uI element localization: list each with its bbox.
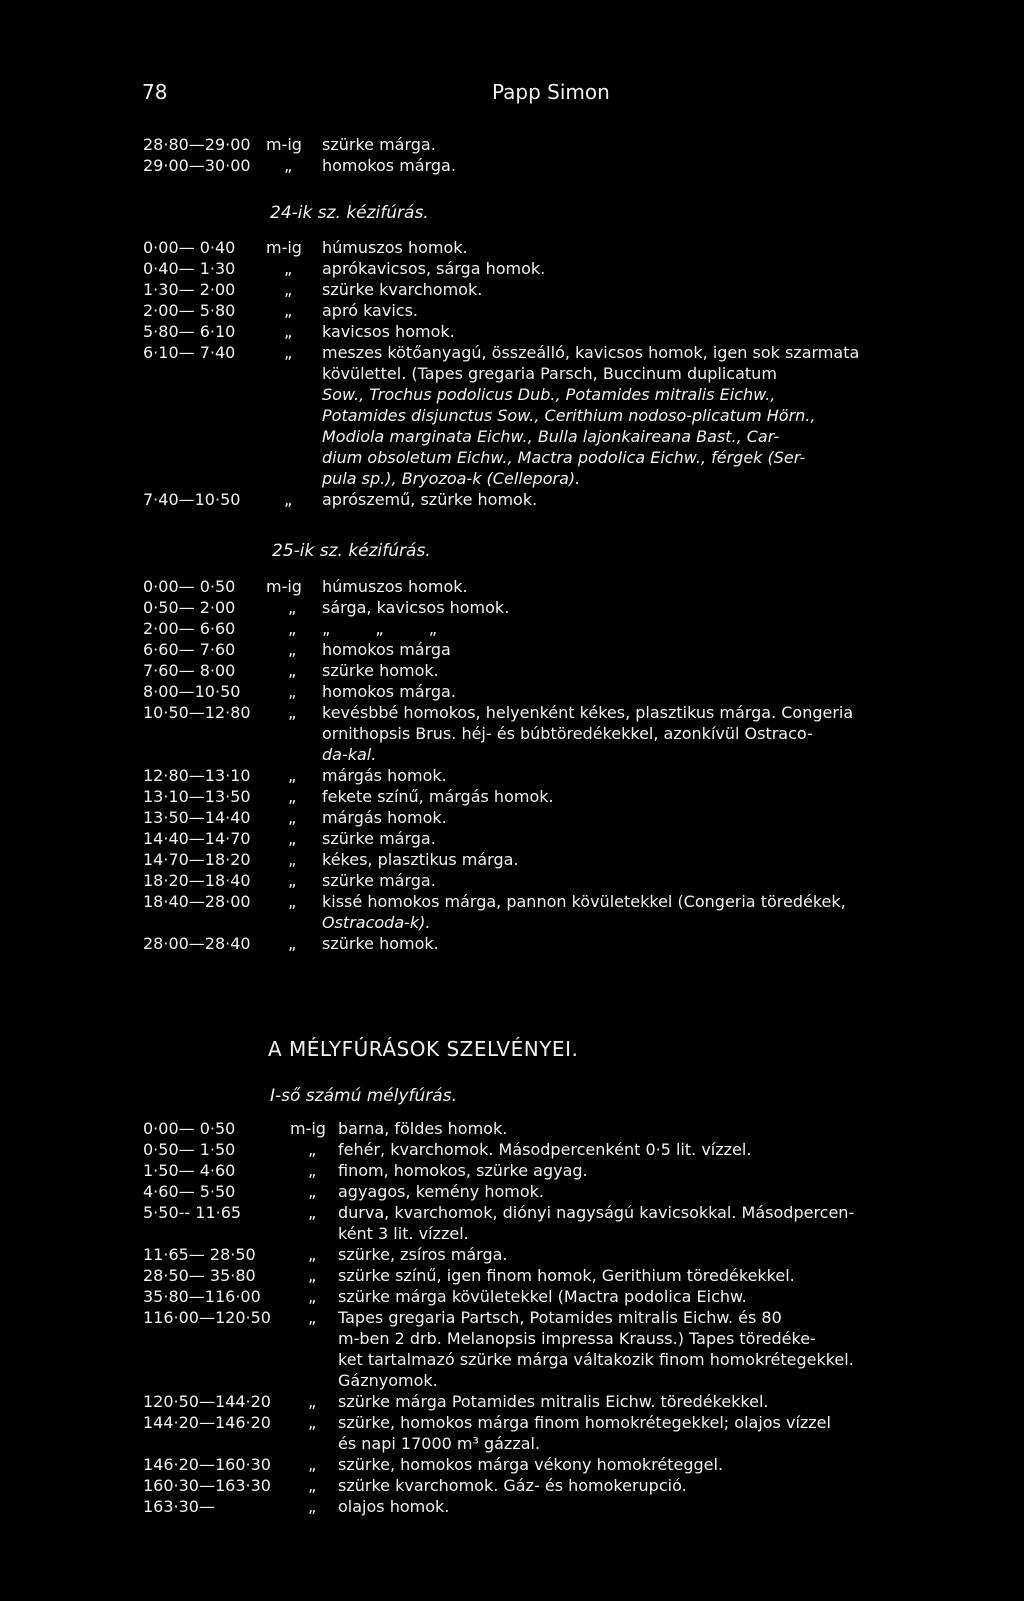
- log-row: 0·50— 1·50 „ fehér, kvarchomok. Másodpercenként 0·5 lit. vízzel.: [143, 1140, 752, 1159]
- log-row: 144·20—146·20 „ szürke, homokos márga finom homokrétegekkel; olajos vízzel: [143, 1413, 831, 1432]
- log-row: 14·70—18·20 „ kékes, plasztikus márga.: [143, 850, 519, 869]
- log-row: 18·20—18·40 „ szürke márga.: [143, 871, 436, 890]
- log-row: 7·60— 8·00 „ szürke homok.: [143, 661, 439, 680]
- log-continuation: Sow., Trochus podolicus Dub., Potamides mitralis Eichw.,: [322, 385, 776, 404]
- log-row: 6·10— 7·40 „ meszes kötőanyagú, összeálló, kavicsos homok, igen sok szarmata: [143, 343, 860, 362]
- log-row: 0·40— 1·30 „ aprókavicsos, sárga homok.: [143, 259, 546, 278]
- log-row: 160·30—163·30 „ szürke kvarchomok. Gáz- és homokerupció.: [143, 1476, 687, 1495]
- log-row: 0·00— 0·50 m-ig húmuszos homok.: [143, 577, 468, 596]
- log-row: 1·30— 2·00 „ szürke kvarchomok.: [143, 280, 483, 299]
- log-continuation: da-kal.: [322, 745, 377, 764]
- chapter-title: A MÉLYFÚRÁSOK SZELVÉNYEI.: [268, 1037, 579, 1061]
- page-number: 78: [142, 80, 168, 104]
- section-title-25: 25-ik sz. kézifúrás.: [272, 541, 431, 561]
- log-continuation: Modiola marginata Eichw., Bulla lajonkaireana Bast., Car-: [322, 427, 780, 446]
- log-row: 146·20—160·30 „ szürke, homokos márga vékony homokréteggel.: [143, 1455, 724, 1474]
- log-row: 5·80— 6·10 „ kavicsos homok.: [143, 322, 455, 341]
- log-continuation: ket tartalmazó szürke márga váltakozik finom homokrétegekkel.: [338, 1350, 854, 1369]
- log-row: 120·50—144·20 „ szürke márga Potamides mitralis Eichw. töredékekkel.: [143, 1392, 769, 1411]
- log-row: 116·00—120·50 „ Tapes gregaria Partsch, Potamides mitralis Eichw. és 80: [143, 1308, 782, 1327]
- log-row: 0·00— 0·50 m-ig barna, földes homok.: [143, 1119, 508, 1138]
- log-continuation: dium obsoletum Eichw., Mactra podolica Eichw., férgek (Ser-: [322, 448, 806, 467]
- log-row: 0·50— 2·00 „ sárga, kavicsos homok.: [143, 598, 510, 617]
- log-row: 13·10—13·50 „ fekete színű, márgás homok.: [143, 787, 554, 806]
- log-row: 29·00—30·00 „ homokos márga.: [143, 156, 456, 175]
- log-continuation: ornithopsis Brus. héj- és búbtöredékekkel, azonkívül Ostraco-: [322, 724, 813, 743]
- log-row: 163·30— „ olajos homok.: [143, 1497, 450, 1516]
- log-row: 7·40—10·50 „ aprószemű, szürke homok.: [143, 490, 538, 509]
- log-row: 10·50—12·80 „ kevésbbé homokos, helyenként kékes, plasztikus márga. Congeria: [143, 703, 854, 722]
- log-continuation: Ostracoda-k).: [322, 913, 431, 932]
- log-continuation: pula sp.), Bryozoa-k (Cellepora).: [322, 469, 581, 488]
- log-row: 28·50— 35·80 „ szürke színű, igen finom homok, Gerithium töredékekkel.: [143, 1266, 795, 1285]
- log-continuation: kövülettel. (Tapes gregaria Parsch, Buccinum duplicatum: [322, 364, 777, 383]
- borehole-log-24: [0, 237, 1024, 510]
- log-continuation: és napi 17000 m³ gázzal.: [338, 1434, 541, 1453]
- log-row: 0·00— 0·40 m-ig húmuszos homok.: [143, 238, 468, 257]
- log-row: 14·40—14·70 „ szürke márga.: [143, 829, 436, 848]
- log-row: 11·65— 28·50 „ szürke, zsíros márga.: [143, 1245, 508, 1264]
- log-row: 2·00— 5·80 „ apró kavics.: [143, 301, 418, 320]
- log-row: 13·50—14·40 „ márgás homok.: [143, 808, 447, 827]
- log-continuation: Potamides disjunctus Sow., Cerithium nodoso-plicatum Hörn.,: [322, 406, 816, 425]
- continued-log: [0, 134, 1024, 176]
- log-continuation: ként 3 lit. vízzel.: [338, 1224, 469, 1243]
- log-row: 28·00—28·40 „ szürke homok.: [143, 934, 439, 953]
- log-row: 1·50— 4·60 „ finom, homokos, szürke agyag.: [143, 1161, 588, 1180]
- log-row: 2·00— 6·60 „ „ „ „: [143, 619, 438, 638]
- log-row: 28·80—29·00 m-ig szürke márga.: [143, 135, 436, 154]
- log-row: 8·00—10·50 „ homokos márga.: [143, 682, 456, 701]
- section-title-deep-1: I-ső számú mélyfúrás.: [270, 1086, 457, 1106]
- log-row: 6·60— 7·60 „ homokos márga: [143, 640, 451, 659]
- running-head-author: Papp Simon: [492, 80, 610, 104]
- log-row: 4·60— 5·50 „ agyagos, kemény homok.: [143, 1182, 545, 1201]
- log-row: 18·40—28·00 „ kissé homokos márga, pannon kövületekkel (Congeria töredékek,: [143, 892, 846, 911]
- log-continuation: m-ben 2 drb. Melanopsis impressa Krauss.) Tapes töredéke-: [338, 1329, 816, 1348]
- section-title-24: 24-ik sz. kézifúrás.: [270, 203, 429, 223]
- log-row: 5·50-- 11·65 „ durva, kvarchomok, diónyi nagyságú kavicsokkal. Másodpercen-: [143, 1203, 855, 1222]
- log-row: 12·80—13·10 „ márgás homok.: [143, 766, 447, 785]
- borehole-log-25: [0, 576, 1024, 954]
- borehole-log-deep-1: [0, 1118, 1024, 1517]
- log-row: 35·80—116·00 „ szürke márga kövületekkel (Mactra podolica Eichw.: [143, 1287, 747, 1306]
- page-header: [0, 80, 1024, 104]
- log-continuation: Gáznyomok.: [338, 1371, 438, 1390]
